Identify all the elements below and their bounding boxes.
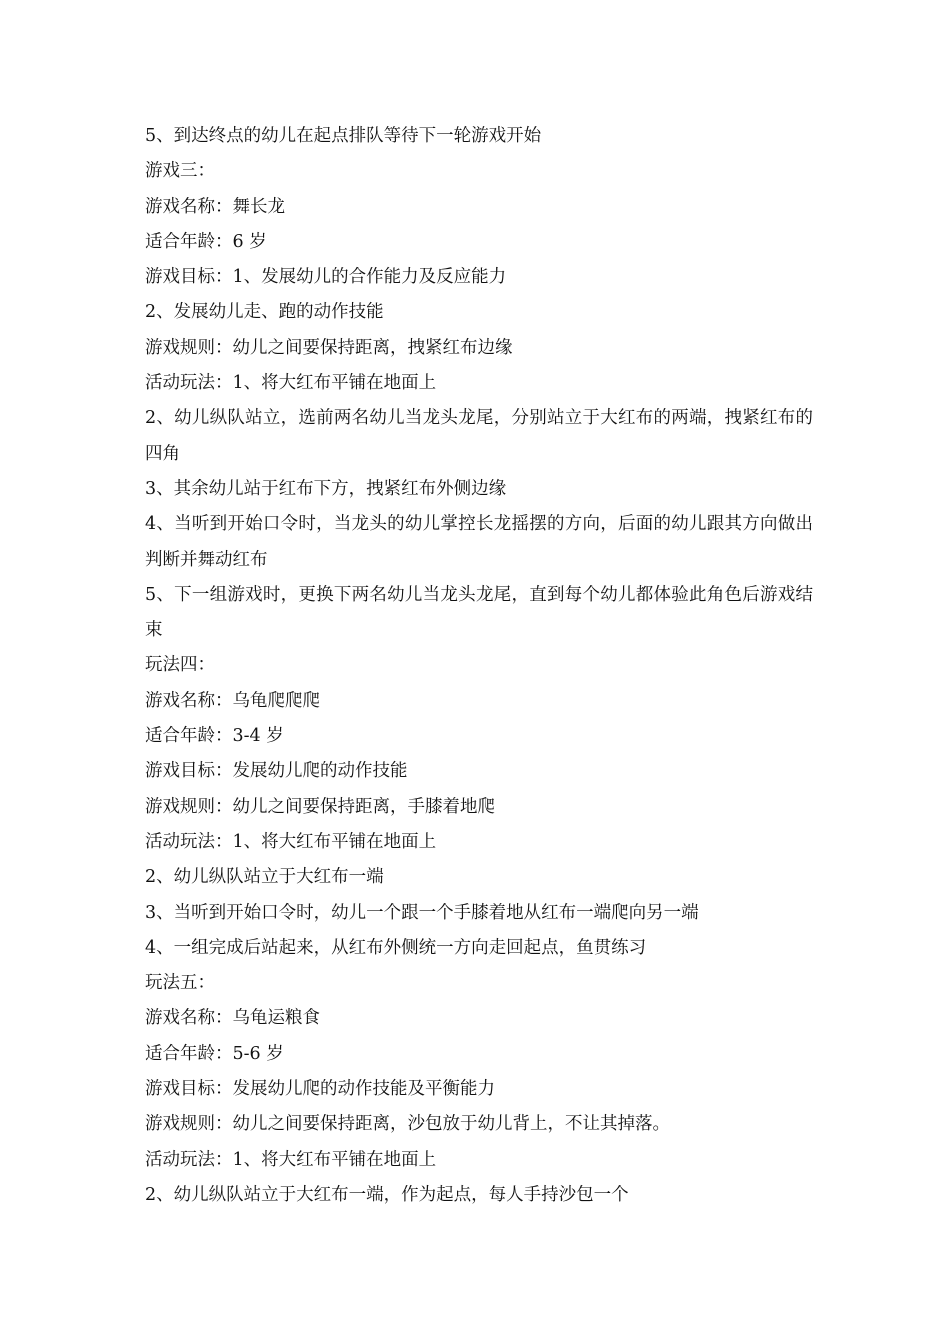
text-line: 游戏目标：发展幼儿爬的动作技能 <box>145 761 408 782</box>
text-line: 活动玩法：1、将大红布平铺在地面上 <box>145 1149 437 1170</box>
text-line: 2、幼儿纵队站立于大红布一端 <box>145 867 384 888</box>
text-line: 游戏目标：发展幼儿爬的动作技能及平衡能力 <box>145 1079 495 1100</box>
text-line: 活动玩法：1、将大红布平铺在地面上 <box>145 831 437 852</box>
section-heading: 游戏三： <box>145 161 215 182</box>
text-line: 2、幼儿纵队站立于大红布一端，作为起点，每人手持沙包一个 <box>145 1184 629 1205</box>
text-line: 游戏名称：乌龟爬爬爬 <box>145 690 320 711</box>
text-paragraph: 5、下一组游戏时，更换下两名幼儿当龙头龙尾，直到每个幼儿都体验此角色后游戏结束 <box>145 584 813 641</box>
text-paragraph: 4、当听到开始口令时，当龙头的幼儿掌控长龙摇摆的方向，后面的幼儿跟其方向做出判断并舞动红布 <box>145 514 813 570</box>
text-line: 3、当听到开始口令时，幼儿一个跟一个手膝着地从红布一端爬向另一端 <box>145 902 699 923</box>
section-heading: 玩法四： <box>145 655 215 676</box>
text-line: 2、发展幼儿走、跑的动作技能 <box>145 302 384 323</box>
text-line: 适合年龄：5-6 岁 <box>145 1043 284 1064</box>
text-line: 游戏名称：舞长龙 <box>145 196 285 217</box>
text-line: 适合年龄：3-4 岁 <box>145 726 284 747</box>
text-line: 游戏名称：乌龟运粮食 <box>145 1008 320 1029</box>
text-line: 游戏规则：幼儿之间要保持距离，沙包放于幼儿背上，不让其掉落。 <box>145 1114 670 1135</box>
text-line: 5、到达终点的幼儿在起点排队等待下一轮游戏开始 <box>145 126 542 146</box>
text-line: 游戏目标：1、发展幼儿的合作能力及反应能力 <box>145 267 507 288</box>
text-line: 游戏规则：幼儿之间要保持距离，拽紧红布边缘 <box>145 337 513 358</box>
text-line: 适合年龄：6 岁 <box>145 231 267 252</box>
text-line: 4、一组完成后站起来，从红布外侧统一方向走回起点，鱼贯练习 <box>145 937 647 958</box>
section-heading: 玩法五： <box>145 973 215 994</box>
text-paragraph: 2、幼儿纵队站立，选前两名幼儿当龙头龙尾，分别站立于大红布的两端，拽紧红布的四角 <box>145 408 813 464</box>
text-line: 游戏规则：幼儿之间要保持距离，手膝着地爬 <box>145 796 495 817</box>
text-line: 活动玩法：1、将大红布平铺在地面上 <box>145 373 437 394</box>
document-body <box>145 119 813 1213</box>
text-line: 3、其余幼儿站于红布下方，拽紧红布外侧边缘 <box>145 478 507 499</box>
